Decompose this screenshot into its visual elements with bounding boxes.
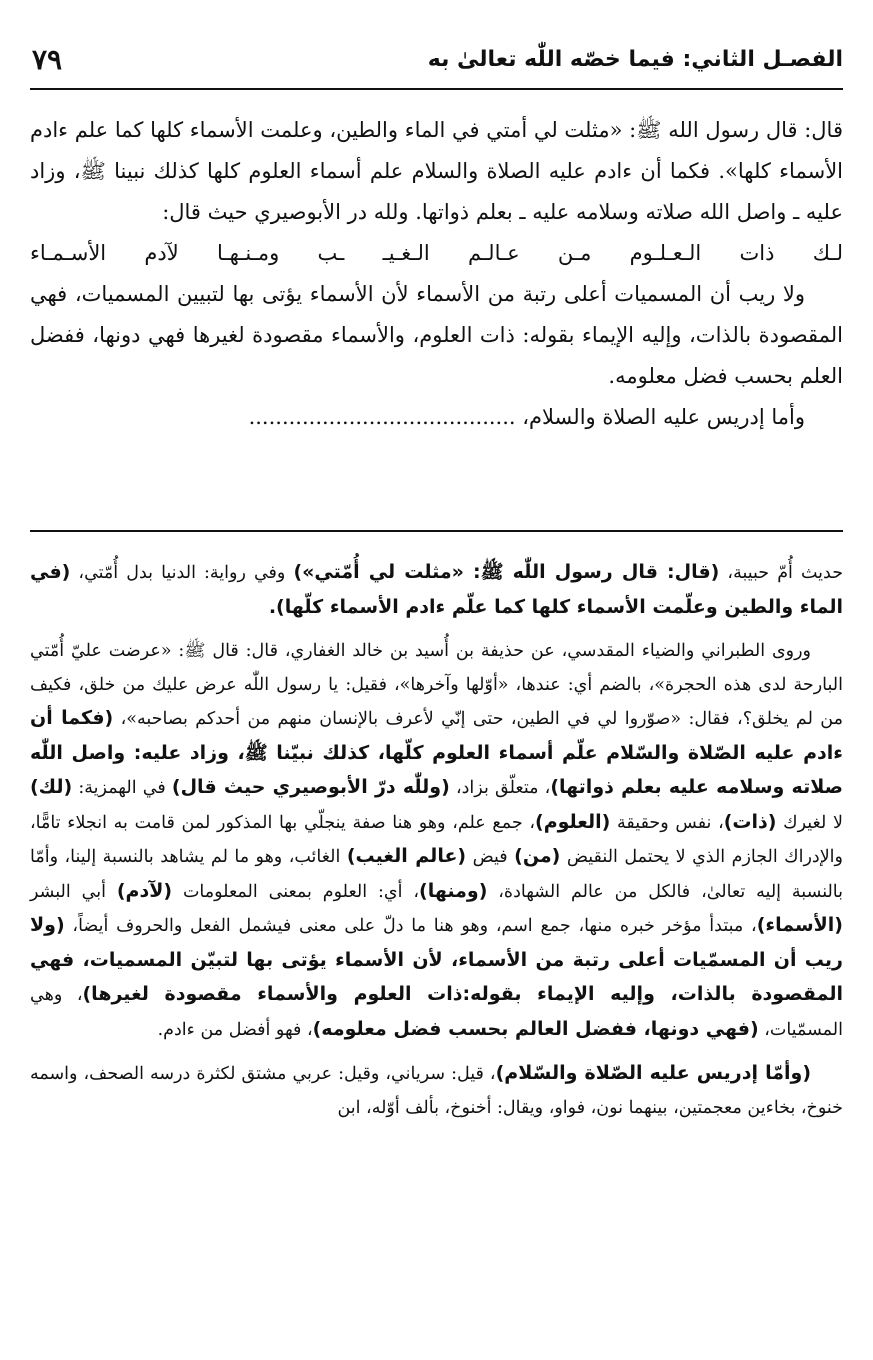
note-text: ، وهي المسمّيات، bbox=[30, 985, 843, 1040]
quoted-matn: (قال: قال رسول اللّٰه ﷺ: «مثلت لي أُمّتي») bbox=[293, 561, 720, 583]
note-text: ، جمع علم، وهو هنا صفة ينجلّي بها المذكور لمن قامت به انجلاء تامًّا، والإدراك الجازم الذي لا يحتمل النقيض bbox=[30, 812, 843, 867]
header-rule bbox=[30, 88, 843, 90]
quoted-matn: (لك) bbox=[30, 776, 73, 798]
running-title: الفصـل الثاني: فيما خصّه اللّٰه تعالىٰ به bbox=[427, 47, 843, 72]
quoted-matn: (فكما أن ءادم عليه الصّلاة والسّلام علّم أسماء العلوم كلّها، كذلك نبيّنا ﷺ، وزاد عليه: واصل اللّٰه صلاته وسلامه عليه بعلم ذواتها) bbox=[30, 707, 843, 798]
note-text: فيض bbox=[466, 847, 515, 867]
note-text: في الهمزية: bbox=[72, 778, 172, 798]
quoted-matn: (لآدم) bbox=[116, 879, 173, 902]
footnote-separator bbox=[30, 530, 843, 532]
quoted-matn: (ذات) bbox=[723, 810, 777, 833]
note-text: الغائب، وهو ما لم يشاهد بالنسبة إلينا، وأمّا بالنسبة إليه تعالىٰ، فالكل من عالم الشهادة، bbox=[30, 847, 844, 902]
quoted-matn: (في الماء والطين وعلّمت الأسماء كلها كما علّم ءادم الأسماء كلّها). bbox=[30, 561, 843, 618]
quoted-matn: (من) bbox=[514, 845, 561, 867]
note-text: لا لغيرك bbox=[776, 812, 843, 833]
note-text: حديث أُمّ حبيبة، bbox=[719, 563, 844, 583]
quoted-matn: (فهي دونها، ففضل العالم بحسب فضل معلومه) bbox=[312, 1017, 759, 1040]
note-text: ، فهو أفضل من ءادم. bbox=[157, 1019, 313, 1040]
poetry-verse: لـك ذات الـعـلـوم مـن عـالـم الـغـيـ ـب ومـنـهـا لآدم الأسـمـاء bbox=[30, 241, 843, 265]
quoted-matn: (وللّٰه درّ الأبوصيري حيث قال) bbox=[171, 776, 450, 798]
note-text: ، متعلّق بزاد، bbox=[449, 778, 551, 798]
main-paragraph-2: ولا ريب أن المسميات أعلى رتبة من الأسماء لأن الأسماء يؤتى بها لتبيين المسميات، فهي المقصودة بالذات، وإليه الإيماء بقوله: ذات العلوم، والأسماء مقصودة لغيرها فهي دونها، ففضل العلم بحسب فضل معلومه. bbox=[30, 282, 843, 388]
note-text: أبي البشر bbox=[30, 881, 117, 902]
main-text bbox=[30, 110, 843, 438]
commentary-paragraph-2 bbox=[30, 635, 843, 1047]
page-number: ٧٩ bbox=[32, 43, 63, 76]
note-text: ، نفس وحقيقة bbox=[610, 812, 724, 833]
quoted-matn: (وأمّا إدريس عليه الصّلاة والسّلام) bbox=[495, 1062, 811, 1084]
main-paragraph-3: وأما إدريس عليه الصلاة والسلام، ........................................ bbox=[248, 405, 805, 429]
quoted-matn: (عالم الغيب) bbox=[346, 845, 467, 867]
quoted-matn: (العلوم) bbox=[535, 810, 611, 833]
note-text: ، مبتدأ مؤخر خبره منها، جمع اسم، وهو هنا ما دلّ على معنى فيشمل الفعل والحروف أيضاً، bbox=[64, 916, 757, 936]
commentary-paragraph-1 bbox=[30, 556, 843, 625]
note-text: ، قيل: سرياني، وقيل: عربي مشتق لكثرة درسه الصحف، واسمه خنوخ، بخاءين معجمتين، بينهما نون، فواو، ويقال: أخنوخ، بألف أوّله، ابن bbox=[30, 1064, 843, 1118]
main-paragraph-1: قال: قال رسول الله ﷺ: «مثلت لي أمتي في الماء والطين، وعلمت الأسماء كلها كما علم ءادم الأسماء كلها». فكما أن ءادم عليه الصلاة والسلام علم أسماء العلوم كلها كذلك نبينا ﷺ، وزاد عليه ـ واصل الله صلاته وسلامه عليه ـ بعلم ذواتها. ولله در الأبوصيري حيث قال: bbox=[29, 118, 843, 224]
quoted-matn: (ولا ريب أن المسمّيات أعلى رتبة من الأسماء، لأن الأسماء يؤتى بها لتبيّن المسميات، فهي المقصودة بالذات، وإليه الإيماء بقوله:ذات العلوم والأسماء مقصودة لغيرها) bbox=[30, 914, 843, 1005]
note-text: وروى الطبراني والضياء المقدسي، عن حذيفة بن أُسيد بن خالد الغفاري، قال: قال ﷺ: «عرضت عليّ أُمّتي البارحة لدى هذه الحجرة»، بالضم أي: عندها، «أوّلها وآخرها»، فقيل: يا رسول اللّٰه عرض عليك من خلق، فكيف من لم يخلق؟، فقال: «صوّروا لي في الطين، حتى إنّي لأعرف بالإنسان منهم من أحدكم بصاحبه»، bbox=[30, 641, 843, 729]
commentary-paragraph-3 bbox=[30, 1057, 843, 1125]
quoted-matn: (الأسماء) bbox=[756, 914, 843, 936]
quoted-matn: (ومنها) bbox=[419, 879, 488, 902]
page-header bbox=[30, 40, 843, 80]
commentary bbox=[30, 556, 843, 1135]
note-text: وفي رواية: الدنيا بدل أُمّتي، bbox=[70, 563, 294, 583]
note-text: ، أي: العلوم بمعنى المعلومات bbox=[172, 881, 420, 902]
